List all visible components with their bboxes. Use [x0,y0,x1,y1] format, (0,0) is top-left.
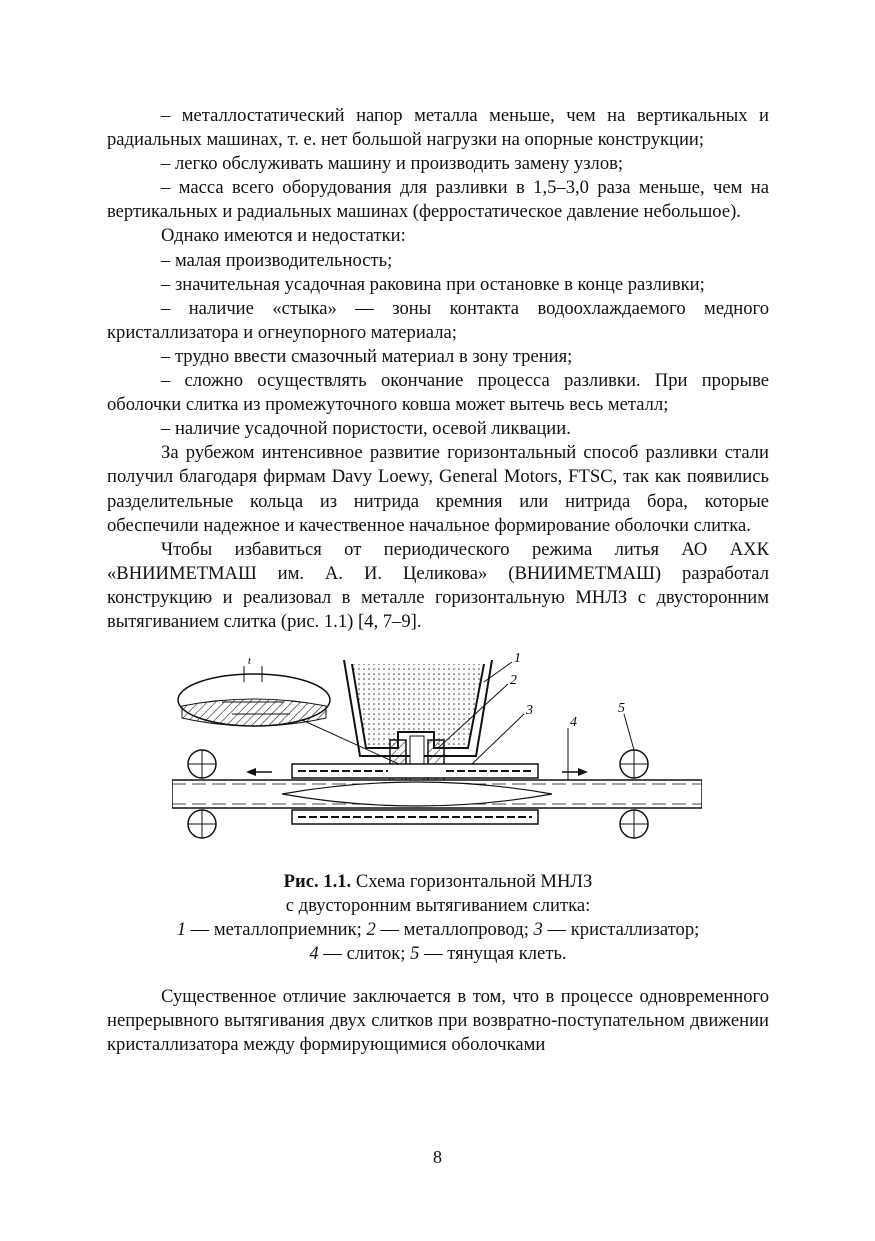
label-2: 2 [510,673,517,689]
inset-label-t: t [248,656,251,668]
legend-text-3: — кристаллизатор; [542,919,700,941]
caption-line-2: с двусторонним вытягиванием слитка: [285,895,591,917]
legend-num-5: 5 [410,943,420,965]
legend-text-1: — металлоприемник; [185,919,367,941]
figure-mnlz-diagram [107,652,769,864]
paragraph-1: – металлостатический напор металла меньше, чем на вертикальных и радиальных машинах, т. е. нет большой нагрузки на опорные конструкции; [107,105,769,151]
paragraph-4: Однако имеются и недостатки: [161,225,406,247]
paragraph-5: – малая производительность; [161,249,393,271]
caption-title: Схема горизонтальной МНЛЗ [351,871,593,893]
label-5: 5 [618,701,625,717]
legend-num-2: 2 [366,919,376,941]
figure-caption [107,870,769,966]
caption-line-1 [107,870,769,894]
legend-num-1: 1 [176,919,186,941]
page-body [107,104,769,1057]
paragraph-11: За рубежом интенсивное развитие горизонтальный способ разливки стали получил благодаря фирмам Davy Loewy, General Motors, FTSC, так как появились разделительные кольца из нитрида кремния или нитрида бора, которые обеспечили надежное и качественное начальное формирование оболочки слитка. [107,442,769,536]
paragraph-9: – сложно осуществлять окончание процесса разливки. При прорыве оболочки слитка из промежуточного ковша может вытечь весь металл; [107,370,769,416]
caption-legend-line-2 [107,942,769,966]
paragraph-after-figure: Существенное отличие заключается в том, что в процессе одновременного непрерывного вытягивания двух слитков при возвратно-поступательном движении кристаллизатора между формирующимися оболочками [107,986,769,1056]
caption-legend-line-1 [107,918,769,942]
caption-number: Рис. 1.1. [283,871,352,893]
paragraph-8: – трудно ввести смазочный материал в зону трения; [161,345,573,367]
inset-detail [178,656,330,726]
mnlz-schematic [172,652,702,864]
paragraph-2: – легко обслуживать машину и производить замену узлов; [161,153,624,175]
label-1: 1 [514,652,521,667]
ingot [172,780,702,808]
legend-num-3: 3 [533,919,543,941]
paragraph-6: – значительная усадочная раковина при остановке в конце разливки; [161,273,705,295]
legend-text-4: — слиток; [318,943,411,965]
legend-text-5: — тянущая клеть. [419,943,567,965]
label-3: 3 [526,703,533,719]
paragraph-7: – наличие «стыка» — зоны контакта водоохлаждаемого медного кристаллизатора и огнеупорного материала; [107,297,769,343]
label-4: 4 [570,715,577,731]
legend-text-2: — металлопровод; [375,919,534,941]
paragraph-10: – наличие усадочной пористости, осевой ликвации. [161,418,571,440]
page-number: 8 [433,1147,442,1167]
paragraph-3: – масса всего оборудования для разливки в 1,5–3,0 раза меньше, чем на вертикальных и радиальных машинах (ферростатическое давление небольшое). [107,177,769,223]
legend-num-4: 4 [309,943,319,965]
paragraph-12: Чтобы избавиться от периодического режима литья АО АХК «ВНИИМЕТМАШ им. А. И. Целикова» (ВНИИМЕТМАШ) разработал конструкцию и реализовал в металле горизонтальную МНЛЗ с двусторонним вытягиванием слитка (рис. 1.1) [4, 7–9]. [107,538,769,632]
